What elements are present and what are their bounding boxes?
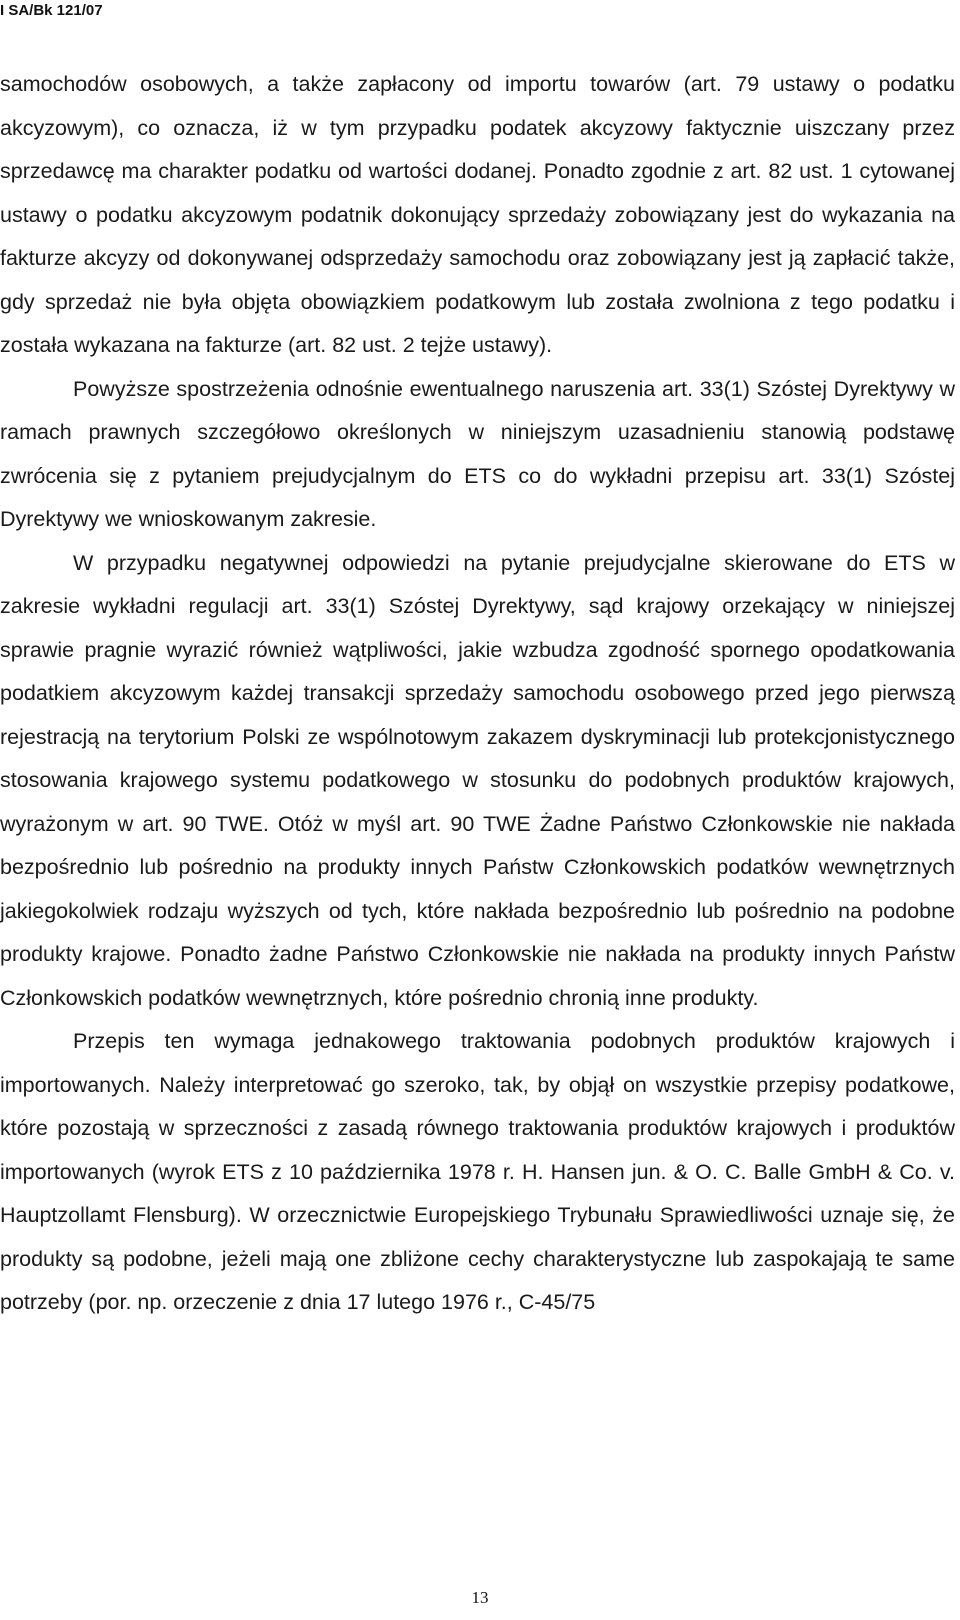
page-number: 13 xyxy=(471,1588,489,1607)
paragraph: Powyższe spostrzeżenia odnośnie ewentualnego naruszenia art. 33(1) Szóstej Dyrektywy w ramach prawnych szczegółowo określonych w niniejszym uzasadnieniu stanowią podstawę zwrócenia się z pytaniem prejudycjalnym do ETS co do wykładni przepisu art. 33(1) Szóstej Dyrektywy we wnioskowanym zakresie. xyxy=(0,376,955,531)
paragraph-continuation: samochodów osobowych, a także zapłacony od importu towarów (art. 79 ustawy o podatku akcyzowym), co oznacza, iż w tym przypadku podatek akcyzowy faktycznie uiszczany przez sprzedawcę ma charakter podatku od wartości dodanej. Ponadto zgodnie z art. 82 ust. 1 cytowanej ustawy o podatku akcyzowym podatnik dokonujący sprzedaży zobowiązany jest do wykazania na fakturze akcyzy od dokonywanej odsprzedaży samochodu oraz zobowiązany jest ją zapłacić także, gdy sprzedaż nie była objęta obowiązkiem podatkowym lub została zwolniona z tego podatku i została wykazana na fakturze (art. 82 ust. 2 tejże ustawy). xyxy=(0,72,955,357)
document-body xyxy=(0,63,955,1325)
document-reference: I SA/Bk 121/07 xyxy=(0,2,103,19)
paragraph: Przepis ten wymaga jednakowego traktowania podobnych produktów krajowych i importowanych. Należy interpretować go szeroko, tak, by objął on wszystkie przepisy podatkowe, które pozostają w sprzeczności z zasadą równego traktowania produktów krajowych i produktów importowanych (wyrok ETS z 10 października 1978 r. H. Hansen jun. & O. C. Balle GmbH & Co. v. Hauptzollamt Flensburg). W orzecznictwie Europejskiego Trybunału Sprawiedliwości uznaje się, że produkty są podobne, jeżeli mają one zbliżone cechy charakterystyczne lub zaspokajają te same potrzeby (por. np. orzeczenie z dnia 17 lutego 1976 r., C-45/75 xyxy=(0,1029,955,1314)
paragraph: W przypadku negatywnej odpowiedzi na pytanie prejudycjalne skierowane do ETS w zakresie wykładni regulacji art. 33(1) Szóstej Dyrektywy, sąd krajowy orzekający w niniejszej sprawie pragnie wyrazić również wątpliwości, jakie wzbudza zgodność spornego opodatkowania podatkiem akcyzowym każdej transakcji sprzedaży samochodu osobowego przed jego pierwszą rejestracją na terytorium Polski ze wspólnotowym zakazem dyskryminacji lub protekcjonistycznego stosowania krajowego systemu podatkowego w stosunku do podobnych produktów krajowych, wyrażonym w art. 90 TWE. Otóż w myśl art. 90 TWE Żadne Państwo Członkowskie nie nakłada bezpośrednio lub pośrednio na produkty innych Państw Członkowskich podatków wewnętrznych jakiegokolwiek rodzaju wyższych od tych, które nakłada bezpośrednio lub pośrednio na podobne produkty krajowe. Ponadto żadne Państwo Członkowskie nie nakłada na produkty innych Państw Członkowskich podatków wewnętrznych, które pośrednio chronią inne produkty. xyxy=(0,550,955,1010)
